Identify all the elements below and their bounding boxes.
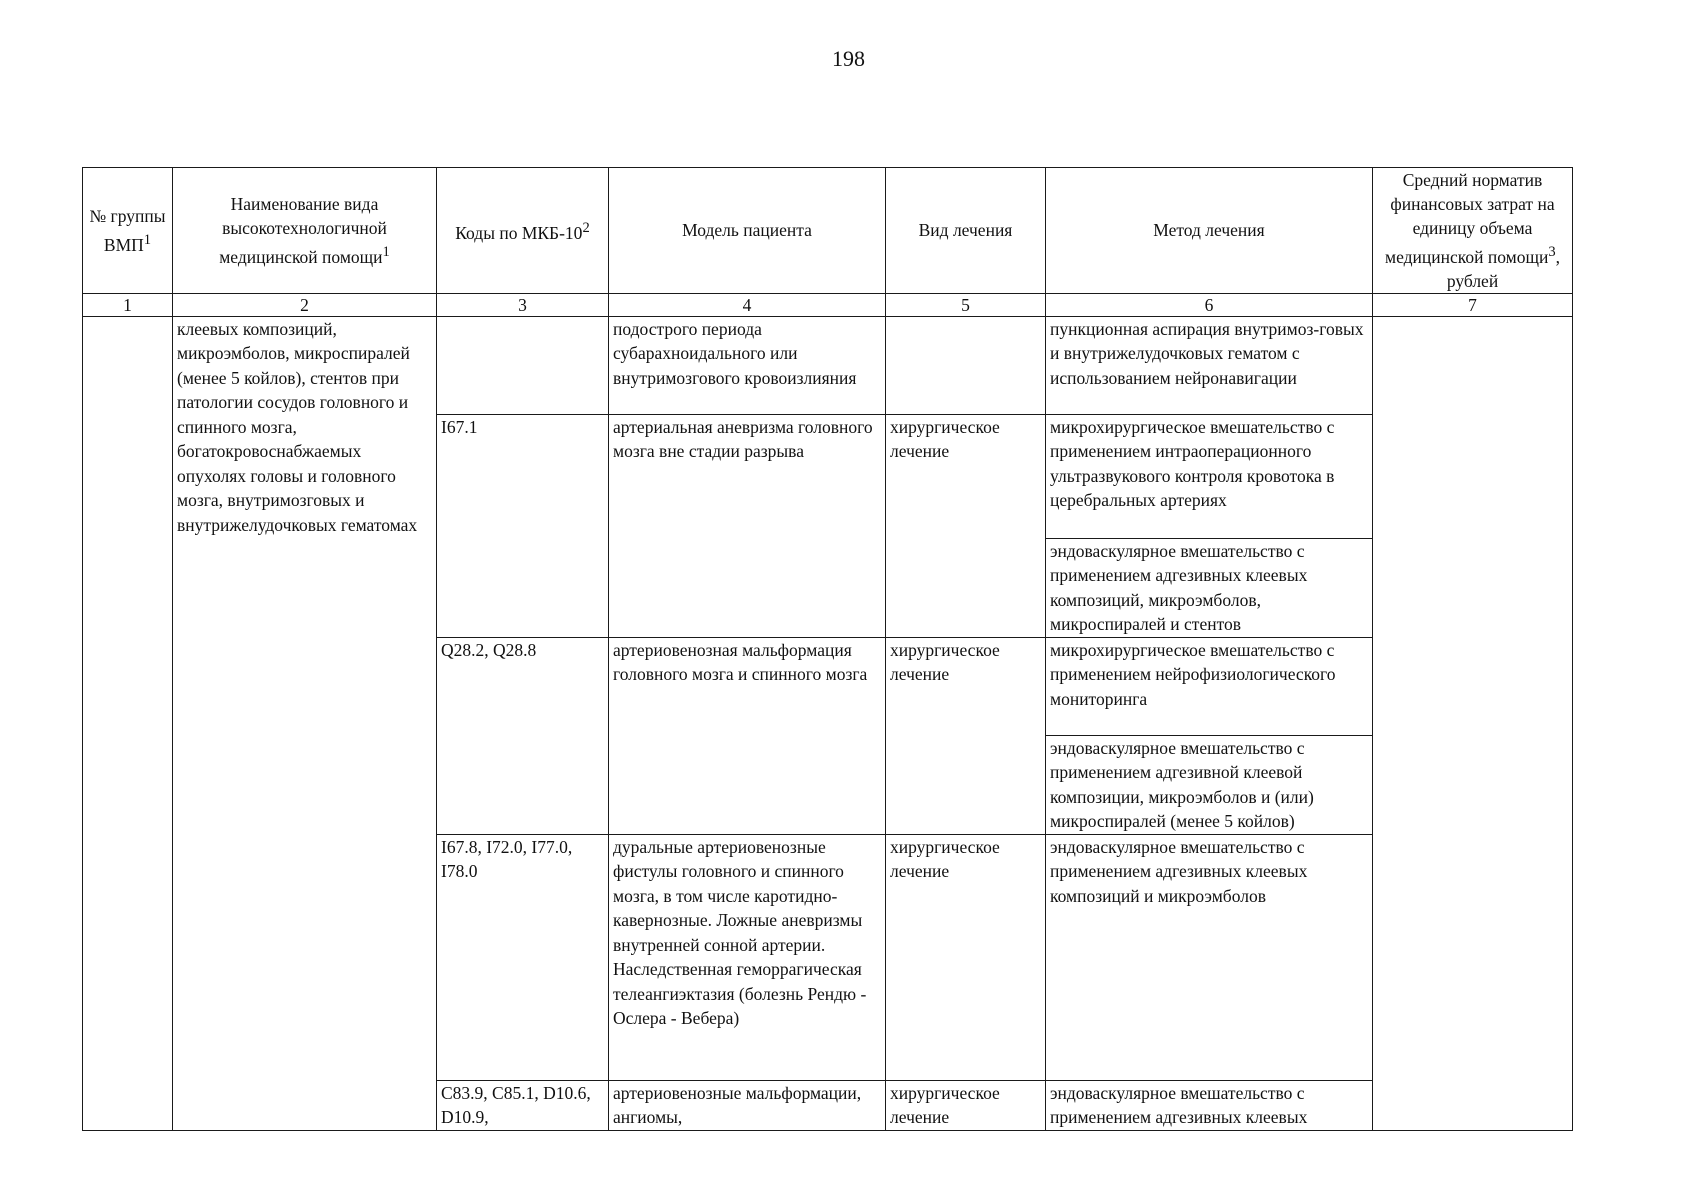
treatment-method-cell: эндоваскулярное вмешательство с применением адгезивных клеевых [1046, 1080, 1373, 1130]
column-number: 1 [83, 293, 173, 316]
header-patient-model: Модель пациента [609, 168, 886, 294]
treatment-type-cell: хирургическое лечение [886, 637, 1046, 834]
cost-norm-cell [1373, 316, 1573, 1130]
treatment-type-cell: хирургическое лечение [886, 1080, 1046, 1130]
treatment-type-cell: хирургическое лечение [886, 414, 1046, 637]
care-name-cell: клеевых композиций, микроэмболов, микроспиралей (менее 5 койлов), стентов при патологии сосудов головного и спинного мозга, богатокровоснабжаемых опухолях головы и головного мозга, внутримозговых и внутрижелудочковых гематомах [173, 316, 437, 1130]
column-number: 5 [886, 293, 1046, 316]
treatment-method-cell: микрохирургическое вмешательство с применением интраоперационного ультразвукового контроля кровотока в церебральных артериях [1046, 414, 1373, 538]
treatment-type-cell [886, 316, 1046, 414]
column-number: 6 [1046, 293, 1373, 316]
patient-model-cell: артериовенозная мальформация головного мозга и спинного мозга [609, 637, 886, 834]
column-number: 7 [1373, 293, 1573, 316]
header-treatment-type: Вид лечения [886, 168, 1046, 294]
vmp-table [82, 167, 1573, 1131]
icd-code-cell: I67.8, I72.0, I77.0, I78.0 [437, 834, 609, 1080]
patient-model-cell: артериовенозные мальформации, ангиомы, [609, 1080, 886, 1130]
patient-model-cell: подострого периода субарахноидального или внутримозгового кровоизлияния [609, 316, 886, 414]
treatment-method-cell: эндоваскулярное вмешательство с применением адгезивных клеевых композиций и микроэмболов [1046, 834, 1373, 1080]
header-group-number: № группы ВМП$^1$ [83, 168, 173, 294]
header-cost-norm: Средний норматив финансовых затрат на единицу объема медицинской помощи$^3$, рублей [1373, 168, 1573, 294]
treatment-method-cell: микрохирургическое вмешательство с применением нейрофизиологического мониторинга [1046, 637, 1373, 735]
page-number: 198 [832, 46, 865, 71]
column-number: 4 [609, 293, 886, 316]
icd-code-cell: C83.9, C85.1, D10.6, D10.9, [437, 1080, 609, 1130]
icd-code-cell [437, 316, 609, 414]
treatment-method-cell: эндоваскулярное вмешательство с применением адгезивных клеевых композиций, микроэмболов, микроспиралей и стентов [1046, 538, 1373, 637]
treatment-method-cell: эндоваскулярное вмешательство с применением адгезивной клеевой композиции, микроэмболов и (или) микроспиралей (менее 5 койлов) [1046, 735, 1373, 834]
treatment-method-cell: пункционная аспирация внутримоз-говых и внутрижелудочковых гематом с использованием нейронавигации [1046, 316, 1373, 414]
column-number: 3 [437, 293, 609, 316]
column-number: 2 [173, 293, 437, 316]
header-care-name: Наименование вида высокотехнологичной медицинской помощи$^1$ [173, 168, 437, 294]
header-treatment-method: Метод лечения [1046, 168, 1373, 294]
header-icd-codes: Коды по МКБ-$10^2$ [437, 168, 609, 294]
table-row [83, 316, 1573, 414]
patient-model-cell: дуральные артериовенозные фистулы головного и спинного мозга, в том числе каротидно-кавернозные. Ложные аневризмы внутренней сонной артерии. Наследственная геморрагическая телеангиэктазия (болезнь Рендю - Ослера - Вебера) [609, 834, 886, 1080]
treatment-type-cell: хирургическое лечение [886, 834, 1046, 1080]
header-row [83, 168, 1573, 294]
column-number-row [83, 293, 1573, 316]
group-number-cell [83, 316, 173, 1130]
icd-code-cell: Q28.2, Q28.8 [437, 637, 609, 834]
patient-model-cell: артериальная аневризма головного мозга вне стадии разрыва [609, 414, 886, 637]
icd-code-cell: I67.1 [437, 414, 609, 637]
